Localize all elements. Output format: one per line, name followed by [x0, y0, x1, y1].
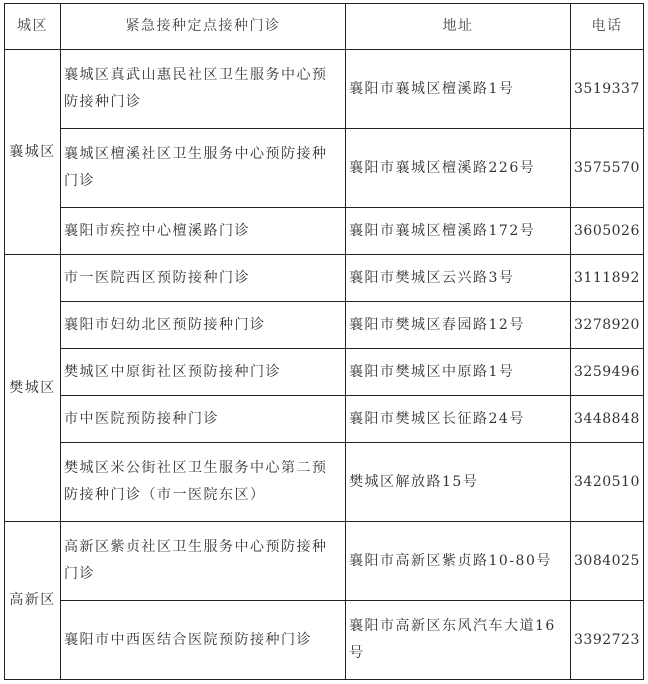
- address-cell: 襄阳市樊城区中原路1号: [346, 349, 571, 396]
- address-cell: 樊城区解放路15号: [346, 443, 571, 522]
- table-row: [5, 443, 644, 522]
- address-cell: 襄阳市樊城区长征路24号: [346, 396, 571, 443]
- header-address: 地址: [346, 4, 571, 50]
- address-cell: 襄阳市高新区紫贞路10-80号: [346, 522, 571, 601]
- table-row: [5, 255, 644, 302]
- header-clinic: 紧急接种定点接种门诊: [61, 4, 346, 50]
- clinic-cell: 樊城区中原街社区预防接种门诊: [61, 349, 346, 396]
- district-cell: 樊城区: [5, 255, 61, 522]
- table-row: [5, 601, 644, 680]
- clinic-cell: 襄阳市中西医结合医院预防接种门诊: [61, 601, 346, 680]
- district-cell: 襄城区: [5, 50, 61, 255]
- table-row: [5, 208, 644, 255]
- phone-cell: 3392723: [571, 601, 644, 680]
- clinic-table: [4, 3, 644, 680]
- phone-cell: 3111892: [571, 255, 644, 302]
- clinic-cell: 襄城区檀溪社区卫生服务中心预防接种门诊: [61, 129, 346, 208]
- phone-cell: 3420510: [571, 443, 644, 522]
- phone-cell: 3519337: [571, 50, 644, 129]
- table-row: [5, 522, 644, 601]
- address-cell: 襄阳市襄城区檀溪路1号: [346, 50, 571, 129]
- header-district: 城区: [5, 4, 61, 50]
- clinic-cell: 樊城区米公街社区卫生服务中心第二预防接种门诊（市一医院东区）: [61, 443, 346, 522]
- phone-cell: 3575570: [571, 129, 644, 208]
- address-cell: 襄阳市高新区东风汽车大道16号: [346, 601, 571, 680]
- phone-cell: 3084025: [571, 522, 644, 601]
- clinic-cell: 市中医院预防接种门诊: [61, 396, 346, 443]
- clinic-cell: 襄阳市疾控中心檀溪路门诊: [61, 208, 346, 255]
- table-row: [5, 396, 644, 443]
- phone-cell: 3278920: [571, 302, 644, 349]
- phone-cell: 3259496: [571, 349, 644, 396]
- table-row: [5, 50, 644, 129]
- address-cell: 襄阳市襄城区檀溪路172号: [346, 208, 571, 255]
- clinic-cell: 襄阳市妇幼北区预防接种门诊: [61, 302, 346, 349]
- table-row: [5, 349, 644, 396]
- phone-cell: 3605026: [571, 208, 644, 255]
- clinic-cell: 襄城区真武山惠民社区卫生服务中心预防接种门诊: [61, 50, 346, 129]
- address-cell: 襄阳市襄城区檀溪路226号: [346, 129, 571, 208]
- table-row: [5, 302, 644, 349]
- phone-cell: 3448848: [571, 396, 644, 443]
- table-row: [5, 129, 644, 208]
- district-cell: 高新区: [5, 522, 61, 680]
- clinic-cell: 市一医院西区预防接种门诊: [61, 255, 346, 302]
- clinic-cell: 高新区紫贞社区卫生服务中心预防接种门诊: [61, 522, 346, 601]
- header-row: [5, 4, 644, 50]
- address-cell: 襄阳市樊城区春园路12号: [346, 302, 571, 349]
- address-cell: 襄阳市樊城区云兴路3号: [346, 255, 571, 302]
- header-phone: 电话: [571, 4, 644, 50]
